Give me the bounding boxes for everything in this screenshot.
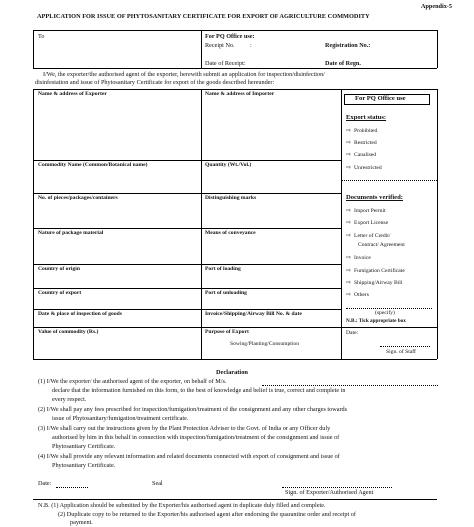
arrow-icon: ⇨ (346, 164, 352, 171)
doc-others-label: Others (354, 292, 369, 298)
status-prohibited[interactable] (346, 128, 377, 135)
row-sep-1 (33, 160, 341, 161)
commodity-label: Commodity Name (Common/Botanical name) (38, 162, 148, 168)
doc-letter-of-credit-label: Letter of Credit/ (354, 233, 391, 239)
doc-fumigation-label: Fumigation Certificate (354, 268, 405, 274)
status-canalised[interactable] (346, 152, 376, 159)
doc-invoice-label: Invoice (354, 255, 371, 261)
status-prohibited-label: Prohibited (354, 128, 378, 134)
declaration-date-label: Date: (38, 480, 52, 487)
row-sep-6 (33, 309, 341, 310)
marks-label: Distinguishing marks (205, 195, 257, 201)
specify-line (346, 308, 432, 309)
note-3: payment. (70, 519, 93, 526)
table-right (437, 89, 438, 359)
exporter-sign-line (282, 487, 392, 488)
purpose-label: Purpose of Export (205, 329, 249, 335)
appendix-label: Appendix-5 (421, 3, 452, 10)
packages-label: No. of pieces/packages/containers (38, 195, 118, 201)
arrow-icon: ⇨ (346, 232, 352, 239)
row-sep-5 (33, 288, 341, 289)
purpose-options: Sowing/Planting/Consumption (230, 341, 299, 347)
arrow-icon: ⇨ (346, 219, 352, 226)
date-of-regn-label: Date of Regn. (325, 60, 361, 67)
declaration-line-3: every respect. (52, 396, 87, 403)
top-box-divider (201, 30, 202, 68)
table-left (33, 89, 34, 359)
intro-line-1: I/We, the exporter/the authorised agent of the exporter, herewith submit an application for inspection/disinfection/ (43, 71, 325, 78)
status-restricted[interactable] (346, 140, 377, 147)
arrow-icon: ⇨ (346, 207, 352, 214)
table-side (341, 89, 342, 359)
note-2: (2) Duplicate copy to be returned to the Exporter/his authorised agent after endorsing the quarantine order and receipt of (58, 511, 356, 518)
doc-shipping-bill[interactable] (346, 280, 402, 287)
intro-line-2: disinfestation and issue of Phytosanitary Certificate for export of the goods described hereunder: (35, 79, 275, 86)
arrow-icon: ⇨ (346, 254, 352, 261)
declaration-line-1: (1) I/We the exporter/ the authorised agent of the exporter, on behalf of M/s. (38, 378, 227, 385)
doc-contract-agreement: Contract/ Agreement (358, 242, 405, 248)
table-bottom (33, 359, 437, 360)
port-unloading-label: Port of unloading (205, 290, 247, 296)
declaration-line-8: Phytosanitary Certificate. (52, 443, 116, 450)
declaration-line-2: declare that the information furnished on this form, to the best of knowledge and belief is true, correct and complete in (52, 387, 346, 394)
row-sep-3 (33, 228, 341, 229)
exporter-signature-label: Sign. of Exporter/Authorised Agent (285, 489, 374, 496)
staff-sign-line (380, 346, 430, 347)
arrow-icon: ⇨ (346, 291, 352, 298)
pq-office-box-label: For PQ Office use (355, 95, 406, 102)
documents-verified-heading: Documents verified: (346, 194, 403, 201)
origin-label: Country of origin (38, 266, 80, 272)
doc-shipping-bill-label: Shipping/Airway Bill (354, 280, 403, 286)
pq-office-use-label: For PQ Office use: (205, 33, 255, 40)
doc-others[interactable] (346, 292, 369, 299)
importer-label: Name & address of Importer (205, 91, 275, 97)
specify-label: (specify) (375, 310, 395, 316)
invoice-label: Invoice/Shipping/Airway Bill No. & date (205, 311, 302, 317)
declaration-line-6: (3) I/We shall carry out the instructions given by the Plant Protection Adviser to the Govt. of India or any Officer duly (38, 425, 331, 432)
doc-import-permit-label: Import Permit (354, 208, 386, 214)
status-unrestricted-label: Unrestricted (354, 165, 382, 171)
top-box-top (33, 30, 437, 31)
arrow-icon: ⇨ (346, 151, 352, 158)
value-label: Value of commodity (Rs.) (38, 329, 99, 335)
quantity-label: Quantity (Wt./Vol.) (205, 162, 252, 168)
status-canalised-label: Canalised (354, 152, 377, 158)
declaration-heading: Declaration (216, 369, 248, 376)
date-of-receipt-label: Date of Receipt: (205, 60, 246, 67)
declaration-line-9: (4) I/We shall provide any relevant information and related documents connected with export of consignment and issue of (38, 453, 340, 460)
receipt-no-label: Receipt No. (205, 42, 235, 49)
package-material-label: Nature of package material (38, 230, 104, 236)
arrow-icon: ⇨ (346, 279, 352, 286)
export-country-label: Country of export (38, 290, 82, 296)
row-sep-4 (33, 264, 341, 265)
registration-no-label: Registration No.: (325, 42, 371, 49)
note-1: N.B. (1) Application should be submitted by the Exporter/his authorised agent in duplicate duly filled and complete. (38, 502, 326, 509)
exporter-label: Name & address of Exporter (38, 91, 107, 97)
receipt-no-colon: : (250, 42, 252, 49)
sign-of-staff: Sign. of Staff (386, 349, 416, 355)
declaration-line-7: authorised by him in this behalf in connection with inspection/fumigation/treatment of the consignment and issue of (52, 434, 340, 441)
declaration-line-4: (2) I/We shall pay any fees prescribed for inspection/fumigation/treatment of the consignment and any other charges towards (38, 406, 348, 413)
notes-separator (33, 499, 437, 500)
export-status-heading: Export status: (346, 114, 387, 121)
side-date-label: Date: (346, 330, 359, 336)
doc-export-license[interactable] (346, 220, 388, 227)
conveyance-label: Means of conveyance (205, 230, 256, 236)
to-label: To (38, 33, 45, 40)
doc-import-permit[interactable] (346, 208, 386, 215)
date-place-label: Date & place of inspection of goods (38, 311, 122, 317)
company-name-line (262, 385, 438, 386)
nb-tick-note: N.B.: Tick appropriate box (346, 318, 406, 324)
arrow-icon: ⇨ (346, 127, 352, 134)
date-line (56, 487, 88, 488)
form-title: APPLICATION FOR ISSUE OF PHYTOSANITARY CERTIFICATE FOR EXPORT OF AGRICULTURE COMMODITY (37, 13, 370, 20)
status-unrestricted[interactable] (346, 165, 382, 172)
side-dotted-sep (341, 180, 437, 181)
top-box-left (33, 30, 34, 68)
side-sep (341, 327, 437, 328)
row-sep-7 (33, 327, 341, 328)
doc-letter-of-credit[interactable] (346, 233, 390, 240)
doc-fumigation[interactable] (346, 268, 405, 275)
port-loading-label: Port of loading (205, 266, 241, 272)
table-top (33, 89, 437, 90)
top-box-right (437, 30, 438, 68)
arrow-icon: ⇨ (346, 139, 352, 146)
doc-export-license-label: Export License (354, 220, 389, 226)
seal-label: Seal (152, 480, 163, 487)
doc-invoice[interactable] (346, 255, 371, 262)
row-sep-2 (33, 193, 341, 194)
top-box-bottom (33, 68, 437, 69)
arrow-icon: ⇨ (346, 267, 352, 274)
declaration-line-5: issue of Phytosanitary/fumigation/treatment certificate. (52, 415, 189, 422)
status-restricted-label: Restricted (354, 140, 377, 146)
declaration-line-10: Phytosanitary Certificate. (52, 462, 116, 469)
table-middle (201, 89, 202, 359)
